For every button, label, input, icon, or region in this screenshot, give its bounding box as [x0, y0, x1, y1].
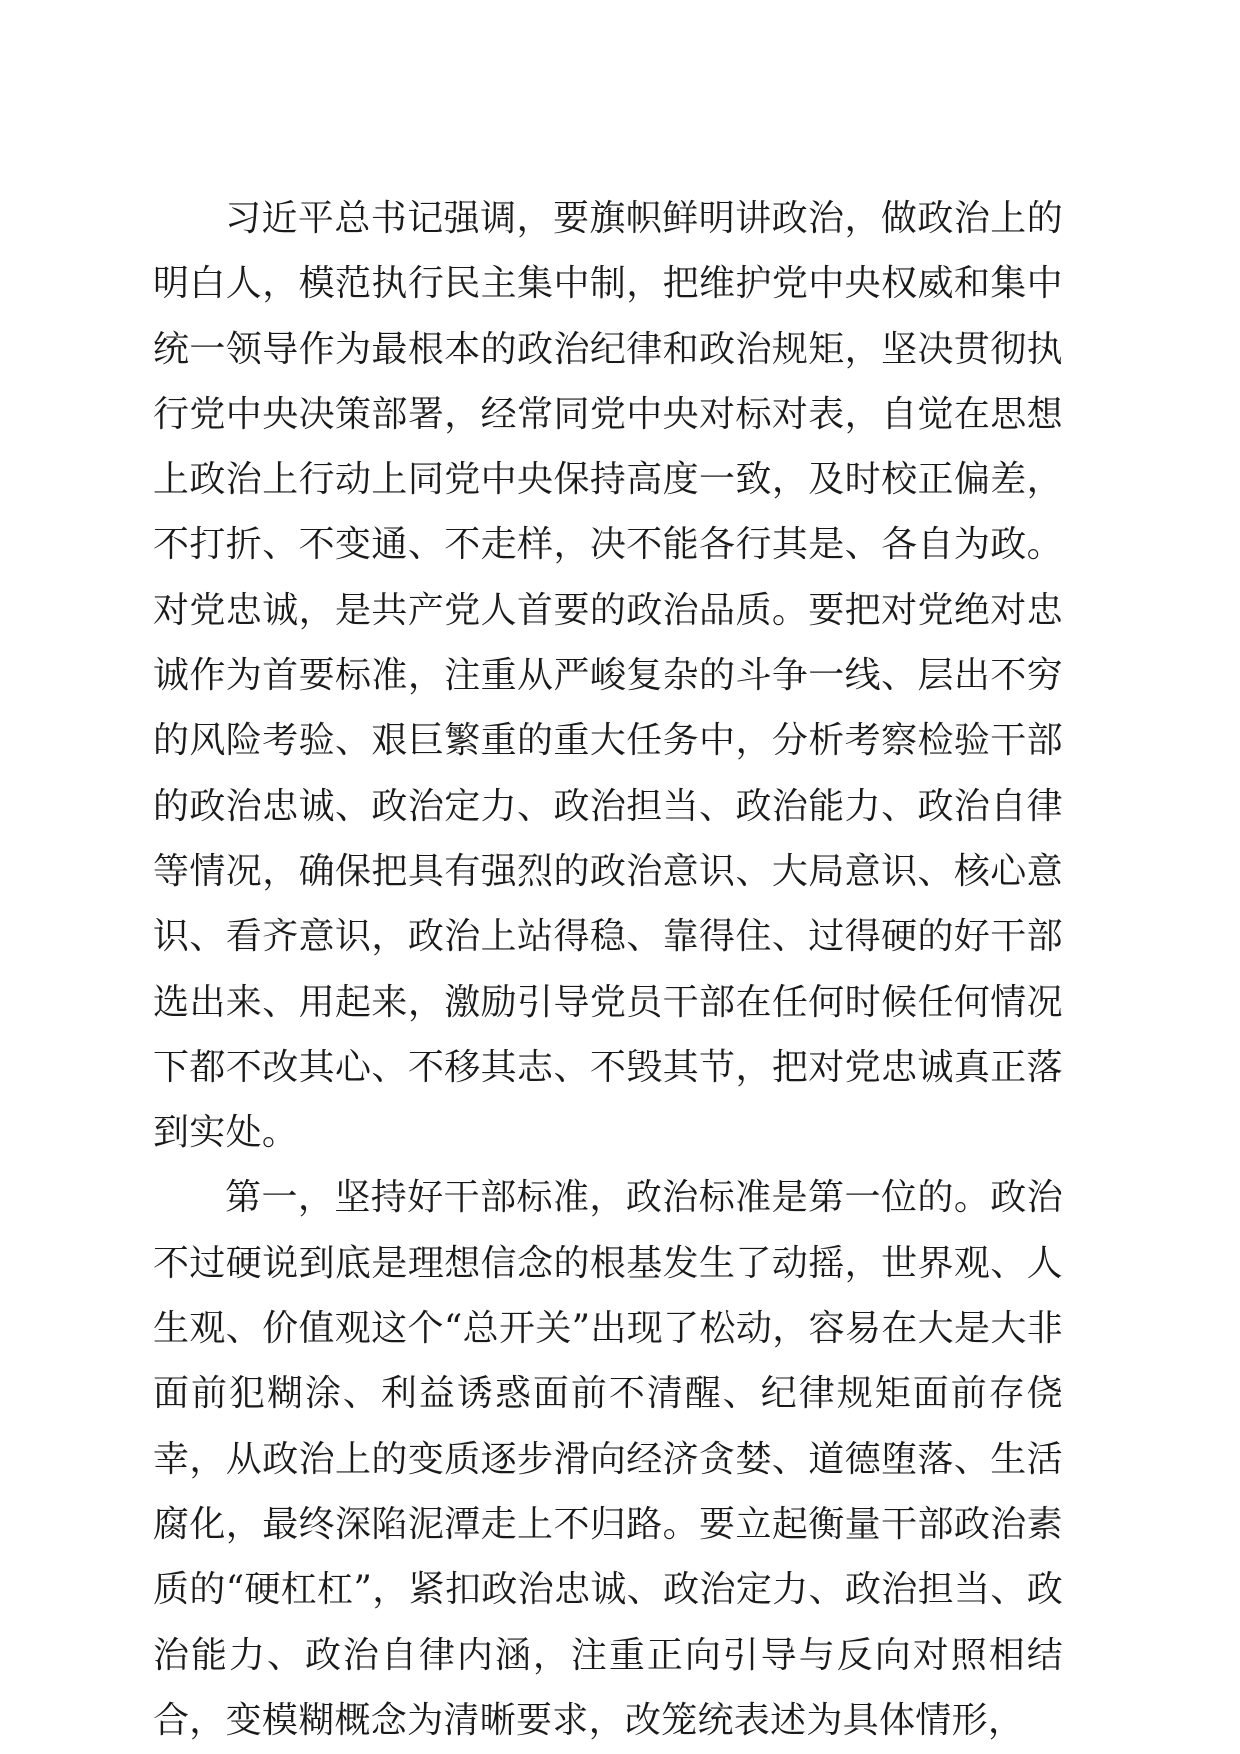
- paragraph-1: 习近平总书记强调，要旗帜鲜明讲政治，做政治上的明白人，模范执行民主集中制，把维护党中央权威和集中统一领导作为最根本的政治纪律和政治规矩，坚决贯彻执行党中央决策部署，经常同党中央对标对表，自觉在思想上政治上行动上同党中央保持高度一致，及时校正偏差，不打折、不变通、不走样，决不能各行其是、各自为政。对党忠诚，是共产党人首要的政治品质。要把对党绝对忠诚作为首要标准，注重从严峻复杂的斗争一线、层出不穷的风险考验、艰巨繁重的重大任务中，分析考察检验干部的政治忠诚、政治定力、政治担当、政治能力、政治自律等情况，确保把具有强烈的政治意识、大局意识、核心意识、看齐意识，政治上站得稳、靠得住、过得硬的好干部选出来、用起来，激励引导党员干部在任何时候任何情况下都不改其心、不移其志、不毁其节，把对党忠诚真正落到实处。: [153, 198, 1063, 1154]
- document-body: [153, 186, 1063, 1753]
- paragraph-2: 第一，坚持好干部标准，政治标准是第一位的。政治不过硬说到底是理想信念的根基发生了动摇，世界观、人生观、价值观这个“总开关”出现了松动，容易在大是大非面前犯糊涂、利益诱惑面前不清醒、纪律规矩面前存侥幸，从政治上的变质逐步滑向经济贪婪、道德堕落、生活腐化，最终深陷泥潭走上不归路。要立起衡量干部政治素质的“硬杠杠”，紧扣政治忠诚、政治定力、政治担当、政治能力、政治自律内涵，注重正向引导与反向对照相结合，变模糊概念为清晰要求，改笼统表述为具体情形，: [153, 1177, 1063, 1741]
